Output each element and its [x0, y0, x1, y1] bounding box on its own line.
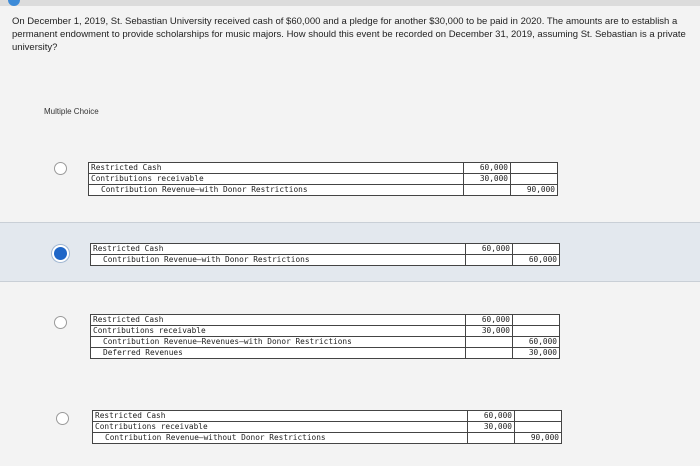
account-name: Restricted Cash — [89, 163, 464, 174]
debit-amount: 30,000 — [468, 422, 515, 433]
credit-amount: 60,000 — [513, 255, 560, 266]
debit-amount: 60,000 — [466, 244, 513, 255]
debit-amount: 60,000 — [468, 411, 515, 422]
journal-row — [91, 255, 560, 266]
journal-row — [89, 185, 558, 196]
top-strip — [0, 0, 700, 6]
journal-row — [91, 244, 560, 255]
debit-amount — [464, 185, 511, 196]
journal-entry-table-d — [92, 410, 562, 444]
multiple-choice-label: Multiple Choice — [44, 107, 99, 116]
radio-button-b[interactable] — [54, 247, 67, 260]
credit-amount — [511, 163, 558, 174]
account-name: Contribution Revenue—with Donor Restrictions — [91, 255, 466, 266]
journal-row — [93, 433, 562, 444]
credit-amount — [513, 244, 560, 255]
journal-entry-table-b — [90, 243, 560, 266]
account-name: Contribution Revenue—with Donor Restrictions — [89, 185, 464, 196]
credit-amount — [513, 326, 560, 337]
credit-amount: 90,000 — [515, 433, 562, 444]
debit-amount: 60,000 — [464, 163, 511, 174]
credit-amount: 90,000 — [511, 185, 558, 196]
credit-amount — [513, 315, 560, 326]
radio-button-c[interactable] — [54, 316, 67, 329]
journal-row — [89, 174, 558, 185]
journal-row — [93, 411, 562, 422]
debit-amount — [466, 348, 513, 359]
credit-amount — [511, 174, 558, 185]
journal-row — [93, 422, 562, 433]
debit-amount: 60,000 — [466, 315, 513, 326]
account-name: Contribution Revenue—Revenues—with Donor Restrictions — [91, 337, 466, 348]
account-name: Contribution Revenue—without Donor Restrictions — [93, 433, 468, 444]
debit-amount — [468, 433, 515, 444]
journal-row — [91, 326, 560, 337]
journal-row — [91, 315, 560, 326]
credit-amount: 30,000 — [513, 348, 560, 359]
choice-option-a[interactable] — [0, 150, 700, 208]
debit-amount: 30,000 — [466, 326, 513, 337]
account-name: Contributions receivable — [93, 422, 468, 433]
journal-entry-table-a — [88, 162, 558, 196]
journal-row — [91, 337, 560, 348]
choice-option-c[interactable] — [0, 300, 700, 380]
journal-row — [91, 348, 560, 359]
journal-entry-table-c — [90, 314, 560, 359]
account-name: Restricted Cash — [93, 411, 468, 422]
radio-button-a[interactable] — [54, 162, 67, 175]
choice-option-b[interactable] — [0, 222, 700, 282]
credit-amount — [515, 411, 562, 422]
credit-amount: 60,000 — [513, 337, 560, 348]
credit-amount — [515, 422, 562, 433]
question-text: On December 1, 2019, St. Sebastian University received cash of $60,000 and a pledge for another $30,000 to be paid in 2020. The amounts are to establish a permanent endowment to provide scholarships for music majors. How should this event be recorded on December 31, 2019, assuming St. Sebastian is a private university? — [12, 16, 686, 53]
account-name: Deferred Revenues — [91, 348, 466, 359]
debit-amount — [466, 255, 513, 266]
account-name: Restricted Cash — [91, 315, 466, 326]
account-name: Contributions receivable — [91, 326, 466, 337]
choice-option-d[interactable] — [0, 396, 700, 456]
debit-amount: 30,000 — [464, 174, 511, 185]
debit-amount — [466, 337, 513, 348]
account-name: Contributions receivable — [89, 174, 464, 185]
radio-button-d[interactable] — [56, 412, 69, 425]
account-name: Restricted Cash — [91, 244, 466, 255]
journal-row — [89, 163, 558, 174]
